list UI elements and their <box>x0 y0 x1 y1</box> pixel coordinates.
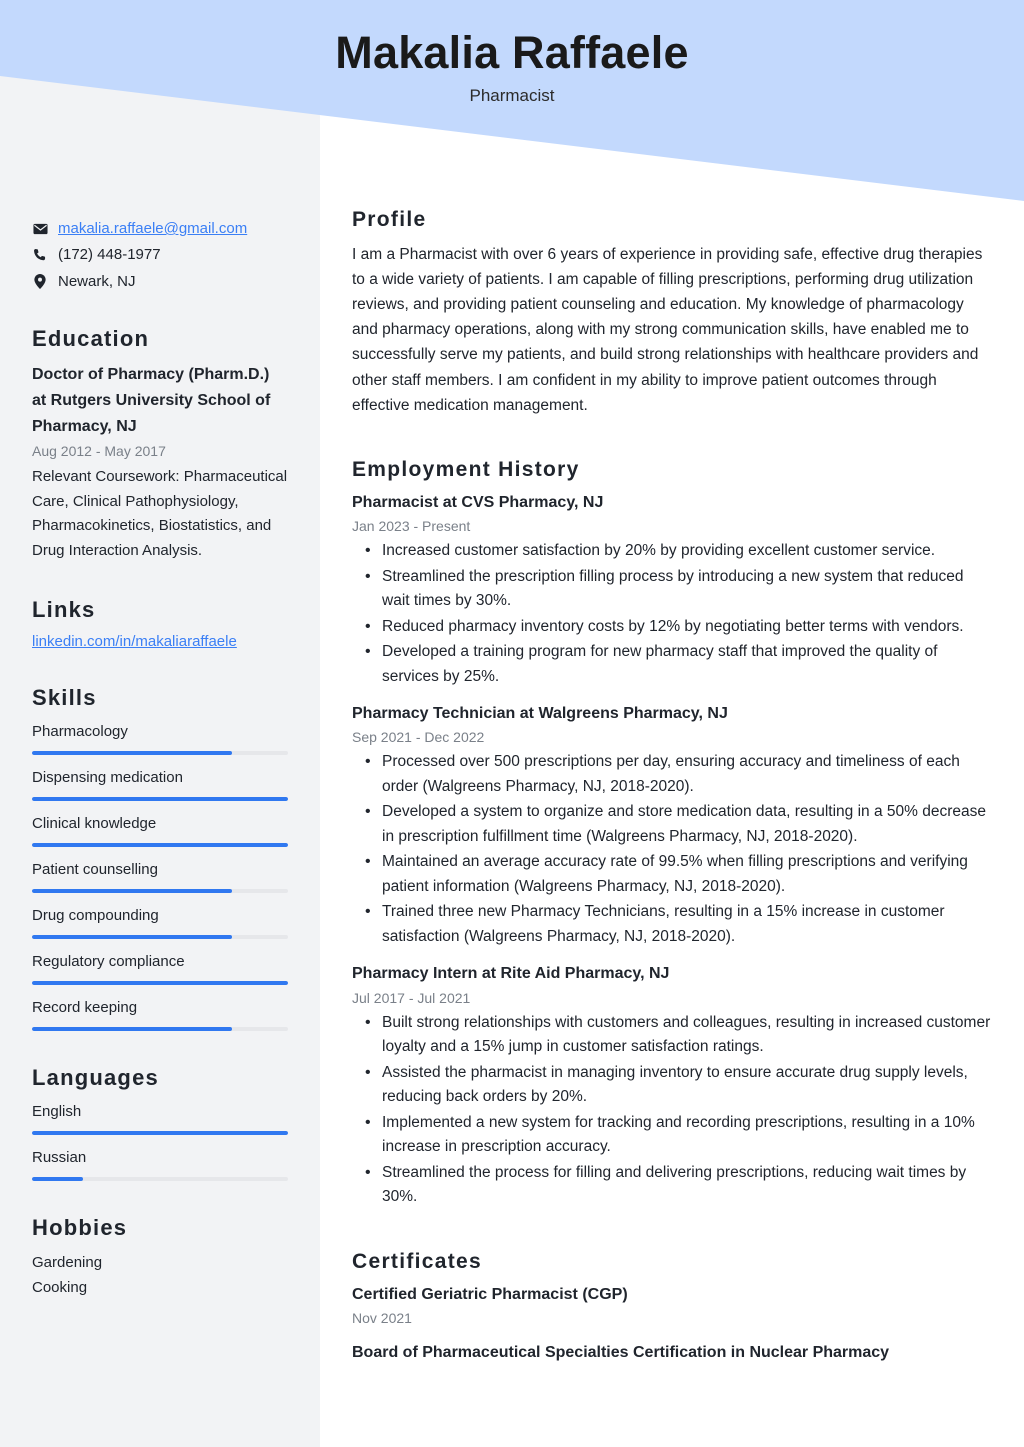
envelope-icon <box>32 223 48 235</box>
certificate-entry <box>352 1284 992 1329</box>
skill-item <box>32 859 288 893</box>
job-title: Pharmacy Intern at Rite Aid Pharmacy, NJ <box>352 965 670 983</box>
language-item <box>32 1147 288 1181</box>
links-list <box>32 633 288 651</box>
skill-item <box>32 721 288 755</box>
certificate-title: Certified Geriatric Pharmacist (CGP) <box>352 1285 628 1303</box>
page-title: Makalia Raffaele <box>335 27 689 78</box>
language-label: English <box>32 1103 82 1121</box>
hobbies-list <box>32 1251 288 1300</box>
header-subtitle: Pharmacist <box>469 85 555 105</box>
language-bar-fill <box>32 1177 83 1181</box>
skill-label: Drug compounding <box>32 907 159 925</box>
skills-heading: Skills <box>32 685 97 711</box>
job-date: Sep 2021 - Dec 2022 <box>352 729 485 746</box>
skills-list <box>32 721 288 1031</box>
skill-item <box>32 905 288 939</box>
skill-label: Record keeping <box>32 999 138 1017</box>
job-bullet: • Built strong relationships with customers and colleagues, resulting in increased customer loyalty and a 15% jump in customer satisfaction ratings. <box>382 1011 992 1060</box>
job-bullet: • Assisted the pharmacist in managing inventory to ensure accurate drug supply levels, reducing back orders by 20%. <box>382 1061 992 1110</box>
hobbies-heading: Hobbies <box>32 1215 128 1241</box>
job-bullet: • Streamlined the prescription filling process by introducing a new system that reduced wait times by 30%. <box>382 565 992 614</box>
skill-label: Dispensing medication <box>32 769 183 787</box>
job-bullets <box>352 750 992 949</box>
skill-item <box>32 767 288 801</box>
skill-bar-fill <box>32 797 288 801</box>
job-bullet: • Increased customer satisfaction by 20% by providing excellent customer service. <box>382 539 992 563</box>
skill-bar-track <box>32 751 288 755</box>
skill-bar-fill <box>32 889 232 893</box>
links-heading: Links <box>32 597 96 623</box>
job-bullet: • Implemented a new system for tracking and recording prescriptions, resulting in a 10% increase in prescription accuracy. <box>382 1111 992 1160</box>
certificate-date: Nov 2021 <box>352 1309 412 1326</box>
location-text: Newark, NJ <box>58 272 136 290</box>
skill-bar-fill <box>32 1027 232 1031</box>
contact-phone-row <box>32 245 288 265</box>
language-bar-track <box>32 1131 288 1135</box>
job-bullets <box>352 539 992 689</box>
hobby-item: Cooking <box>32 1278 88 1296</box>
contact-location-row <box>32 272 288 292</box>
skill-item <box>32 951 288 985</box>
job-bullet: • Reduced pharmacy inventory costs by 12% by negotiating better terms with vendors. <box>382 615 992 639</box>
sidebar <box>0 0 320 1300</box>
phone-text: (172) 448-1977 <box>58 246 161 264</box>
contact-list <box>32 219 288 292</box>
skill-label: Regulatory compliance <box>32 953 185 971</box>
job-date: Jul 2017 - Jul 2021 <box>352 989 471 1006</box>
job-entry <box>352 703 992 949</box>
language-bar-fill <box>32 1131 288 1135</box>
main-content <box>352 0 992 1377</box>
job-bullet: • Trained three new Pharmacy Technicians, resulting in a 15% increase in customer satisfaction (Walgreens Pharmacy, NJ, 2018-2020). <box>382 900 992 949</box>
employment-heading: Employment History <box>352 457 580 481</box>
skill-bar-fill <box>32 843 288 847</box>
email-link[interactable]: makalia.raffaele@gmail.com <box>58 220 248 237</box>
certificate-title: Board of Pharmaceutical Specialties Certification in Nuclear Pharmacy <box>352 1343 890 1361</box>
education-description: Relevant Coursework: Pharmaceutical Care, Clinical Pathophysiology, Pharmacokinetics, Biostatistics, and Drug Interaction Analysis. <box>32 468 288 559</box>
certificate-entry <box>352 1342 992 1364</box>
language-item <box>32 1101 288 1135</box>
skill-bar-track <box>32 981 288 985</box>
skill-label: Patient counselling <box>32 861 158 879</box>
phone-icon <box>32 248 48 262</box>
language-label: Russian <box>32 1149 87 1167</box>
education-entry <box>32 362 288 563</box>
skill-bar-track <box>32 889 288 893</box>
languages-list <box>32 1101 288 1181</box>
job-title: Pharmacy Technician at Walgreens Pharmacy, NJ <box>352 705 728 723</box>
skill-item <box>32 997 288 1031</box>
job-entry <box>352 492 992 689</box>
job-bullet: • Maintained an average accuracy rate of 99.5% when filling prescriptions and verifying patient information (Walgreens Pharmacy, NJ, 2018-2020). <box>382 850 992 899</box>
education-date: Aug 2012 - May 2017 <box>32 443 166 460</box>
job-bullet: • Developed a training program for new pharmacy staff that improved the quality of services by 25%. <box>382 640 992 689</box>
education-title: Doctor of Pharmacy (Pharm.D.) at Rutgers University School of Pharmacy, NJ <box>32 365 271 435</box>
skill-label: Clinical knowledge <box>32 815 157 833</box>
profile-section <box>352 208 992 418</box>
skill-bar-fill <box>32 935 232 939</box>
job-entry <box>352 963 992 1209</box>
skill-label: Pharmacology <box>32 723 128 741</box>
certificates-section <box>352 1250 992 1365</box>
job-bullets <box>352 1011 992 1210</box>
profile-heading: Profile <box>352 208 427 231</box>
linkedin-link[interactable]: linkedin.com/in/makaliaraffaele <box>32 633 237 651</box>
skill-bar-track <box>32 843 288 847</box>
languages-heading: Languages <box>32 1065 159 1091</box>
skill-item <box>32 813 288 847</box>
certificates-heading: Certificates <box>352 1249 482 1273</box>
skill-bar-fill <box>32 981 288 985</box>
job-bullet: • Streamlined the process for filling and delivering prescriptions, reducing wait times by 30%. <box>382 1161 992 1210</box>
skill-bar-track <box>32 935 288 939</box>
job-bullet: • Processed over 500 prescriptions per day, ensuring accuracy and timeliness of each order (Walgreens Pharmacy, NJ, 2018-2020). <box>382 750 992 799</box>
contact-email-row[interactable] <box>32 219 288 239</box>
job-bullet: • Developed a system to organize and store medication data, resulting in a 50% decrease in prescription fulfillment time (Walgreens Pharmacy, NJ, 2018-2020). <box>382 800 992 849</box>
profile-text: I am a Pharmacist with over 6 years of experience in providing safe, effective drug therapies to a wide variety of patients. I am capable of filling prescriptions, performing drug utilization reviews, and providing patient counseling and education. My knowledge of pharmacology and pharmacy operations, along with my strong communication skills, have enabled me to successfully serve my patients, and build strong relationships with healthcare providers and other staff members. I am confident in my ability to improve patient outcomes through effective medication management. <box>352 246 983 414</box>
skill-bar-track <box>32 797 288 801</box>
job-title: Pharmacist at CVS Pharmacy, NJ <box>352 493 604 511</box>
language-bar-track <box>32 1177 288 1181</box>
job-date: Jan 2023 - Present <box>352 518 471 535</box>
employment-section <box>352 458 992 1210</box>
skill-bar-fill <box>32 751 232 755</box>
skill-bar-track <box>32 1027 288 1031</box>
hobby-item: Gardening <box>32 1254 103 1272</box>
education-heading: Education <box>32 325 150 351</box>
location-pin-icon <box>32 274 48 289</box>
